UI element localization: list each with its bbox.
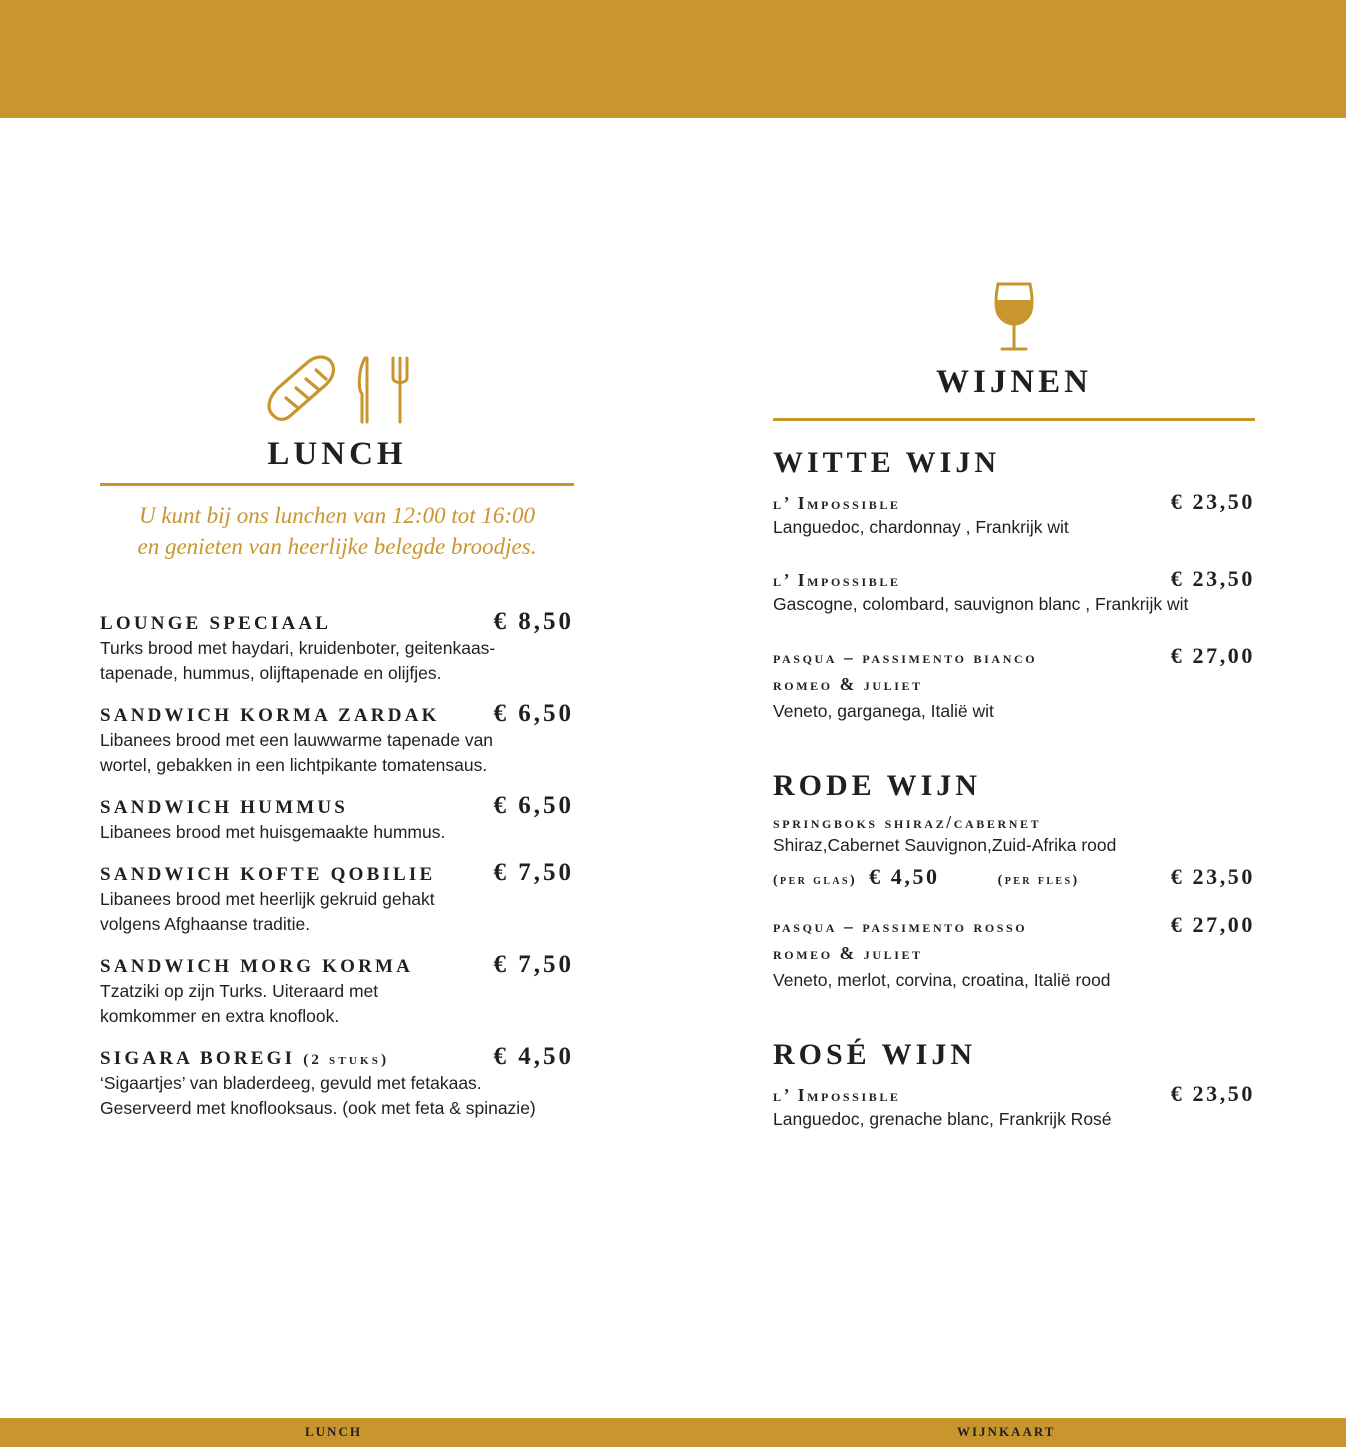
bottom-color-band	[0, 1418, 1346, 1447]
menu-item	[100, 1043, 574, 1121]
lunch-divider	[100, 483, 574, 486]
wine-name: l’ Impossible	[773, 570, 901, 590]
menu-item-description: Tzatziki op zijn Turks. Uiteraard met	[100, 981, 379, 1001]
lunch-section	[100, 340, 574, 1135]
wine-item	[773, 812, 1255, 890]
menu-item-description: Turks brood met haydari, kruidenboter, geitenkaas-	[100, 638, 496, 658]
wine-item	[773, 566, 1255, 617]
wine-price: € 23,50	[1170, 1081, 1255, 1106]
wine-price: € 23,50	[1170, 566, 1255, 591]
menu-item-description: Libanees brood met een lauwwarme tapenade van	[100, 730, 494, 750]
wine-icon-wrap	[773, 280, 1255, 354]
wine-name: springboks shiraz/cabernet	[773, 812, 1042, 832]
wine-item	[773, 489, 1255, 540]
menu-item-description: wortel, gebakken in een lichtpikante tomatensaus.	[100, 755, 488, 775]
footer-label-lunch: LUNCH	[305, 1424, 362, 1439]
fork-icon	[390, 356, 410, 424]
wine-description: Languedoc, grenache blanc, Frankrijk Rosé	[773, 1109, 1112, 1129]
menu-item-description: Libanees brood met heerlijk gekruid gehakt	[100, 889, 435, 909]
glass-price: € 4,50	[869, 864, 940, 889]
menu-item	[100, 700, 574, 778]
wine-section	[773, 280, 1255, 1132]
wine-name: l’ Impossible	[773, 1085, 901, 1105]
menu-item-name: LOUNGE SPECIAAL	[100, 613, 332, 634]
wine-title: WIJNEN	[935, 364, 1093, 400]
menu-item-price: € 8,50	[493, 608, 574, 635]
lunch-title: LUNCH	[267, 436, 407, 472]
wine-item	[773, 643, 1255, 724]
lunch-intro	[100, 500, 574, 562]
menu-item-name-text: SIGARA BOREGI	[100, 1048, 296, 1069]
menu-item-name: SANDWICH MORG KORMA	[100, 956, 414, 977]
wine-price: € 27,00	[1170, 643, 1255, 668]
wine-description: Veneto, garganega, Italië wit	[773, 701, 994, 721]
wine-description: Veneto, merlot, corvina, croatina, Italië rood	[773, 970, 1111, 990]
rose-wine-heading: ROSÉ WIJN	[773, 1038, 976, 1071]
wine-price-row	[773, 864, 1255, 890]
bottle-label: (per fles)	[997, 873, 1080, 888]
bottle-price: € 23,50	[1170, 864, 1255, 889]
knife-icon	[356, 356, 370, 424]
menu-item-price: € 4,50	[493, 1043, 574, 1070]
top-color-band	[0, 0, 1346, 118]
menu-item	[100, 951, 574, 1029]
wine-description: Languedoc, chardonnay , Frankrijk wit	[773, 517, 1069, 537]
wine-price: € 27,00	[1170, 912, 1255, 937]
menu-item-name	[100, 1048, 389, 1070]
lunch-intro-line2: en genieten van heerlijke belegde broodjes.	[137, 534, 537, 559]
wine-name-line2: romeo & juliet	[773, 943, 923, 963]
wine-name: pasqua – passimento bianco	[773, 647, 1038, 667]
wine-name: l’ Impossible	[773, 493, 901, 513]
menu-item-name: SANDWICH KOFTE QOBILIE	[100, 864, 436, 885]
wine-description: Gascogne, colombard, sauvignon blanc , Frankrijk wit	[773, 594, 1189, 614]
wine-name-line2: romeo & juliet	[773, 674, 923, 694]
menu-item-price: € 6,50	[493, 792, 574, 819]
menu-item-description: tapenade, hummus, olijftapenade en olijfjes.	[100, 663, 442, 683]
menu-item-price: € 7,50	[493, 859, 574, 886]
red-wine-heading: RODE WIJN	[773, 769, 981, 802]
wine-divider	[773, 418, 1255, 421]
menu-item-price: € 7,50	[493, 951, 574, 978]
lunch-menu-list	[100, 608, 574, 1121]
menu-item	[100, 792, 574, 845]
menu-item-description: ‘Sigaartjes’ van bladerdeeg, gevuld met fetakaas.	[100, 1073, 482, 1093]
wine-price: € 23,50	[1170, 489, 1255, 514]
menu-item	[100, 859, 574, 937]
lunch-icons	[100, 340, 574, 424]
white-wine-heading: WITTE WIJN	[773, 446, 1001, 479]
wine-description: Shiraz,Cabernet Sauvignon,Zuid-Afrika rood	[773, 835, 1117, 855]
footer-label-wine: WIJNKAART	[957, 1424, 1056, 1439]
bread-icon	[264, 354, 336, 424]
menu-item-description: komkommer en extra knoflook.	[100, 1006, 340, 1026]
menu-item-description: volgens Afghaanse traditie.	[100, 914, 311, 934]
menu-item-price: € 6,50	[493, 700, 574, 727]
wine-name: pasqua – passimento rosso	[773, 916, 1028, 936]
menu-item-name: SANDWICH HUMMUS	[100, 797, 349, 818]
menu-item	[100, 608, 574, 686]
wine-item	[773, 1081, 1255, 1132]
menu-item-description: Geserveerd met knoflooksaus. (ook met feta & spinazie)	[100, 1098, 536, 1118]
glass-label: (per glas)	[773, 873, 858, 888]
menu-item-name: SANDWICH KORMA ZARDAK	[100, 705, 440, 726]
menu-item-name-suffix: (2 stuks)	[303, 1052, 390, 1068]
lunch-intro-line1: U kunt bij ons lunchen van 12:00 tot 16:00	[138, 503, 536, 528]
wine-item	[773, 912, 1255, 993]
menu-item-description: Libanees brood met huisgemaakte hummus.	[100, 822, 446, 842]
wine-glass-icon	[992, 280, 1036, 352]
